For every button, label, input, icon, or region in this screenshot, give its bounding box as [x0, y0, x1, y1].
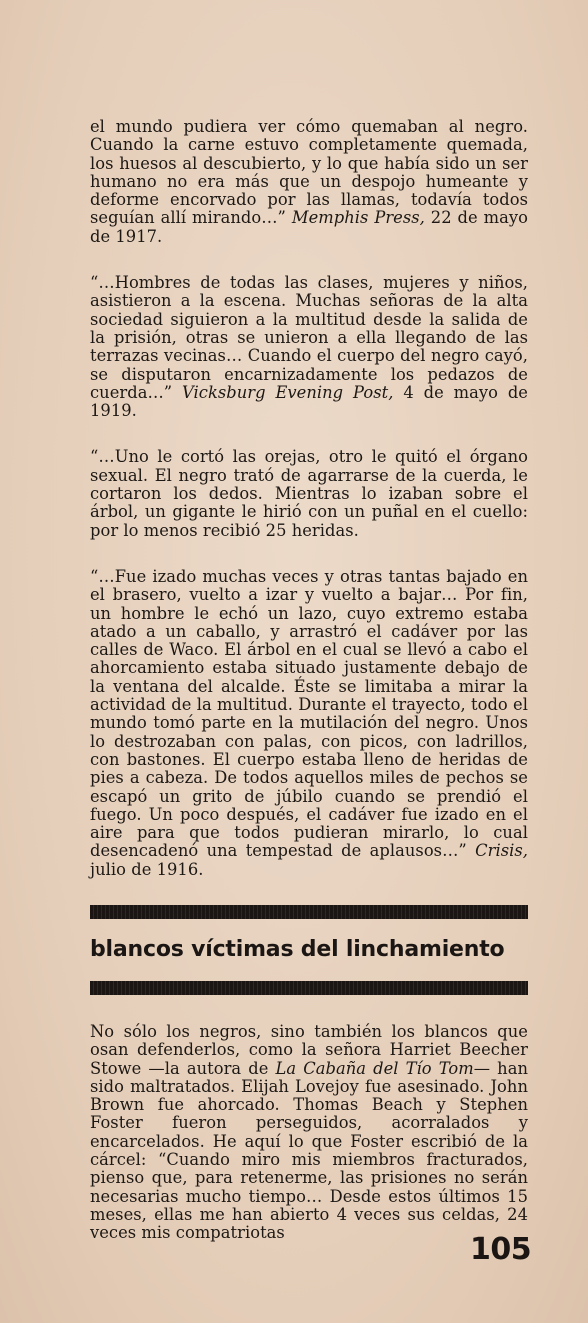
- quote-source: Memphis Press,: [291, 208, 425, 228]
- quote-paragraph: [90, 274, 528, 420]
- paragraph-gap: [90, 246, 528, 274]
- section-header: [90, 905, 528, 995]
- quote-source: Vicksburg Evening Post,: [182, 382, 394, 402]
- quote-text: “…Uno le cortó las orejas, otro le quitó el órgano sexual. El negro trató de agarrarse de la cuerda, le cortaron los dedos. Mientras lo izaban sobre el árbol, un gigante le hirió con un puñal en el cuello: por lo menos recibió 25 heridas.: [90, 447, 528, 540]
- divider-bar-top: [90, 905, 528, 919]
- divider-bar-bottom: [90, 981, 528, 995]
- quote-paragraph: [90, 448, 528, 539]
- quote-date: julio de 1916.: [90, 859, 204, 879]
- section-title: blancos víctimas del linchamiento: [90, 936, 505, 962]
- quote-date: 4 de mayo de 1919.: [90, 382, 528, 421]
- quote-date: 22 de mayo de 1917.: [90, 208, 528, 246]
- page-content: [90, 118, 528, 1243]
- quote-source: Crisis,: [475, 841, 528, 861]
- body-text: No sólo los negros, sino también los blancos que osan defenderlos, como la señora Harriet Beecher Stowe —la autora de: [90, 1021, 528, 1078]
- paragraph-gap: [90, 420, 528, 448]
- body-paragraph: [90, 1023, 528, 1243]
- book-title: La Cabaña del Tío Tom: [275, 1058, 474, 1078]
- body-text: — han sido maltratados. Elijah Lovejoy fue asesinado. John Brown fue ahorcado. Thomas Beach y Stephen Foster fueron perseguidos, acorralados y encarcelados. He aquí lo que Foster escribió de la cárcel: “Cuando miro mis miembros fracturados, pienso que, para retenerme, las prisiones no serán necesarias mucho tiempo… Desde estos últimos 15 meses, ellas me han abierto 4 veces sus celdas, 24 veces mis compatriotas: [90, 1058, 528, 1243]
- quote-paragraph: [90, 118, 528, 246]
- quote-text: “…Fue izado muchas veces y otras tantas bajado en el brasero, vuelto a izar y vuelto a bajar… Por fin, un hombre le echó un lazo, cuyo extremo estaba atado a un caballo, y arrastró el cadáver por las calles de Waco. El árbol en el cual se llevó a cabo el ahorcamiento estaba situado justamente debajo de la ventana del alcalde. Éste se limitaba a mirar la actividad de la multitud. Durante el trayecto, todo el mundo tomó parte en la mutilación del negro. Unos lo destrozaban con palas, con picos, con ladrillos, con bastones. El cuerpo estaba lleno de heridas de pies a cabeza. De todos aquellos miles de pechos se escapó un grito de júbilo cuando se prendió el fuego. Un poco después, el cadáver fue izado en el aire para que todos pudieran mirarlo, lo cual desencadenó una tempestad de aplausos…”: [90, 566, 528, 861]
- quote-paragraph: [90, 568, 528, 879]
- page-number: 105: [470, 1232, 532, 1267]
- quote-text: el mundo pudiera ver cómo quemaban al negro. Cuando la carne estuvo completamente quemada, los huesos al descubierto, y lo que había sido un ser humano no era más que un despojo humeante y deforme encorvado por las llamas, todavía todos seguían allí mirando…”: [90, 117, 528, 228]
- paragraph-gap: [90, 540, 528, 568]
- quote-text: “…Hombres de todas las clases, mujeres y niños, asistieron a la escena. Muchas señoras de la alta sociedad siguieron a la multitud desde la salida de la prisión, otras se unieron a ella llegando de las terrazas vecinas… Cuando el cuerpo del negro cayó, se disputaron encarnizadamente los pedazos de cuerda…”: [90, 273, 528, 402]
